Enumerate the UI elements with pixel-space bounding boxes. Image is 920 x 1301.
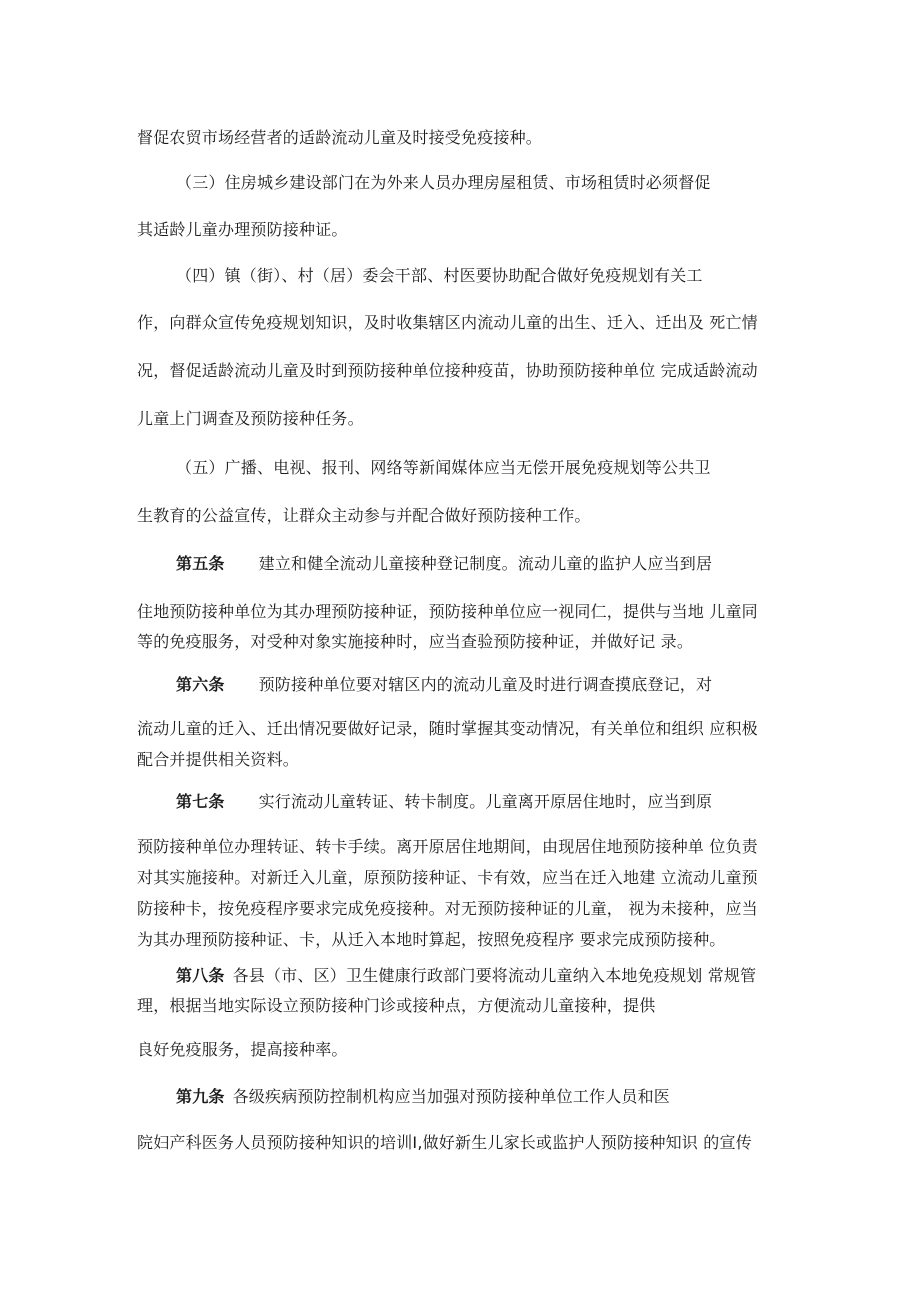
article-five	[176, 554, 712, 574]
paragraph-line: （三）住房城乡建设部门在为外来人员办理房屋租赁、市场租赁时必须督促	[176, 173, 711, 192]
paragraph-line: 况，督促适龄流动儿童及时到预防接种单位接种疫苗，协助预防接种单位 完成适龄流动	[137, 361, 758, 380]
paragraph-line: 理，根据当地实际设立预防接种门诊或接种点，方便流动儿童接种，提供	[137, 996, 656, 1015]
article-eight	[176, 966, 756, 986]
article-text: 预防接种单位要对辖区内的流动儿童及时进行调查摸底登记，对	[258, 675, 713, 694]
paragraph-line: 配合并提供相关资料。	[137, 750, 300, 769]
article-text: 各县（市、区）卫生健康行政部门要将流动儿童纳入本地免疫规划 常规管	[232, 966, 757, 985]
article-text: 实行流动儿童转证、转卡制度。儿童离开原居住地时，应当到原	[258, 792, 713, 811]
paragraph-line: 流动儿童的迁入、迁出情况要做好记录，随时掌握其变动情况，有关单位和组织 应积极	[137, 719, 758, 738]
paragraph-line: 督促农贸市场经营者的适龄流动儿童及时接受免疫接种。	[137, 128, 543, 147]
article-seven	[176, 792, 712, 812]
paragraph-line: 住地预防接种单位为其办理预防接种证，预防接种单位应一视同仁，提供与当地 儿童同	[137, 602, 758, 621]
article-six	[176, 675, 712, 695]
article-nine	[176, 1087, 670, 1107]
paragraph-line: 生教育的公益宣传，让群众主动参与并配合做好预防接种工作。	[137, 506, 591, 525]
paragraph-line: 儿童上门调查及预防接种任务。	[137, 409, 364, 428]
article-label: 第六条	[176, 675, 225, 694]
article-text: 建立和健全流动儿童接种登记制度。流动儿童的监护人应当到居	[258, 554, 713, 573]
article-label: 第九条	[176, 1087, 225, 1106]
article-label: 第八条	[176, 966, 225, 985]
paragraph-line: 预防接种单位办理转证、转卡手续。离开原居住地期间，由现居住地预防接种单 位负责	[137, 837, 758, 856]
paragraph-line: 其适龄儿童办理预防接种证。	[137, 220, 348, 239]
paragraph-line: 防接种卡，按免疫程序要求完成免疫接种。对无预防接种证的儿童， 视为未接种，应当	[137, 899, 758, 918]
paragraph-line: 等的免疫服务，对受种对象实施接种时，应当查验预防接种证，并做好记 录。	[137, 632, 694, 651]
paragraph-line: 作，向群众宣传免疫规划知识，及时收集辖区内流动儿童的出生、迁入、迁出及 死亡情	[137, 313, 758, 332]
article-label: 第七条	[176, 792, 225, 811]
article-label: 第五条	[176, 554, 225, 573]
paragraph-line: （五）广播、电视、报刊、网络等新闻媒体应当无偿开展免疫规划等公共卫	[176, 458, 711, 477]
paragraph-line: （四）镇（街）、村（居）委会干部、村医要协助配合做好免疫规划有关工	[176, 266, 703, 285]
paragraph-line: 对其实施接种。对新迁入儿童，原预防接种证、卡有效，应当在迁入地建 立流动儿童预	[137, 868, 758, 887]
paragraph-line: 良好免疫服务，提高接种率。	[137, 1040, 348, 1059]
paragraph-line: 院妇产科医务人员预防接种知识的培训I,做好新生儿家长或监护人预防接种知识 的宣传	[137, 1133, 752, 1152]
paragraph-line: 为其办理预防接种证、卡，从迁入本地时算起，按照免疫程序 要求完成预防接种。	[137, 930, 726, 949]
article-text: 各级疾病预防控制机构应当加强对预防接种单位工作人员和医	[232, 1087, 671, 1106]
